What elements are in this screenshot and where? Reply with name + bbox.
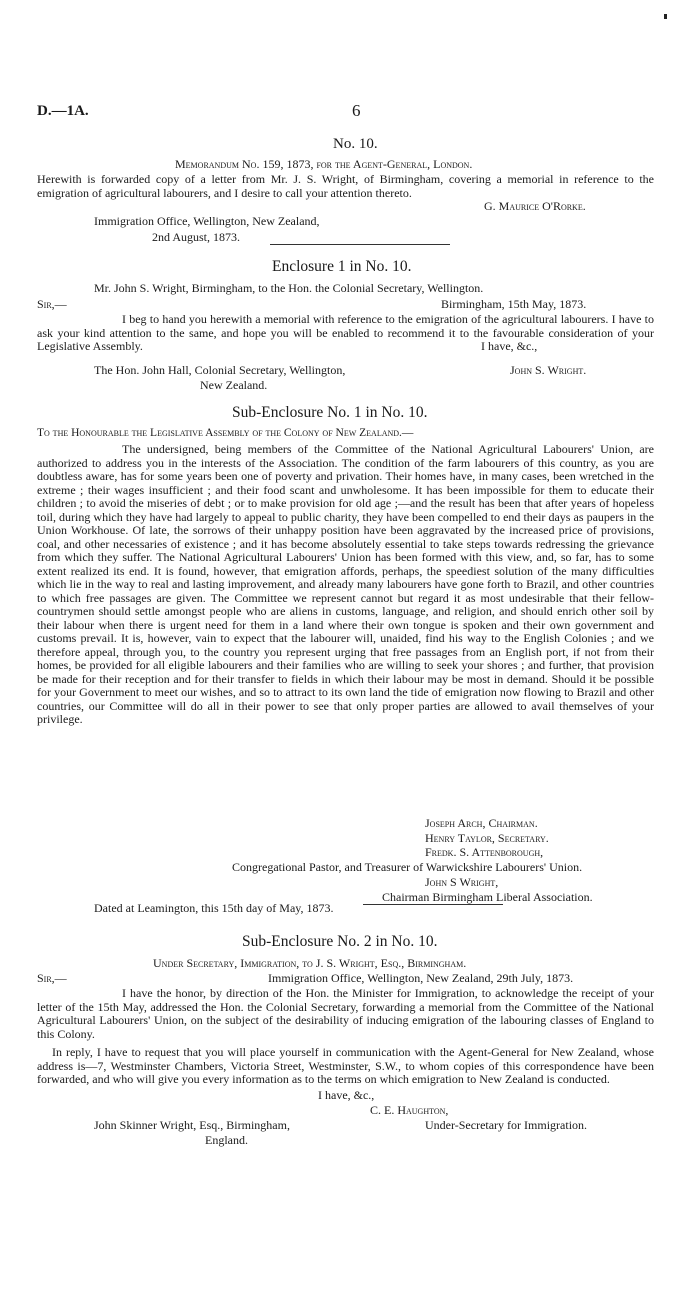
sub2-body-2: In reply, I have to request that you will place yourself in communication with the Agent-General for New Zealand, whose address is—7, Westminster Chambers, Victoria Street, Westminster, S.W., to whom copies of this correspondence have been forwarded, and who will give you every information as to the terms on which emigration to New Zealand is conducted.: [37, 1045, 654, 1086]
no10-office: Immigration Office, Wellington, New Zealand,: [94, 214, 320, 228]
signatory-arch: Joseph Arch, Chairman.: [425, 816, 538, 830]
no10-heading: No. 10.: [333, 136, 378, 152]
document-code: D.—1A.: [37, 103, 89, 119]
section-divider: [363, 904, 503, 905]
sub2-addressee-country: England.: [205, 1133, 248, 1147]
enclosure1-closing: I have, &c.,: [477, 340, 537, 354]
signatory-attenborough: Fredk. S. Attenborough,: [425, 845, 544, 859]
margin-mark: [664, 14, 667, 19]
enclosure1-signature: John S. Wright.: [510, 363, 587, 377]
signatory-taylor: Henry Taylor, Secretary.: [425, 831, 549, 845]
sub1-address: To the Honourable the Legislative Assembly of the Colony of New Zealand.—: [37, 427, 414, 439]
sub1-heading: Sub-Enclosure No. 1 in No. 10.: [232, 404, 428, 421]
sub2-signature-title: Under-Secretary for Immigration.: [425, 1118, 588, 1132]
signatory-wright: John S Wright,: [425, 875, 499, 889]
no10-date: 2nd August, 1873.: [152, 230, 241, 244]
sub2-addressee: John Skinner Wright, Esq., Birmingham,: [94, 1118, 290, 1132]
no10-body: Herewith is forwarded copy of a letter from Mr. J. S. Wright, of Birmingham, covering a memorial in reference to the emigration of agricultural labourers, and I desire to call your attention thereto.: [37, 172, 654, 200]
signatory-attenborough-title: Congregational Pastor, and Treasurer of Warwickshire Labourers' Union.: [232, 860, 583, 874]
no10-signature: G. Maurice O'Rorke.: [484, 199, 586, 213]
section-divider: [270, 244, 450, 245]
enclosure1-addressee-country: New Zealand.: [200, 378, 268, 392]
sub2-salutation: Sir,—: [37, 971, 67, 985]
enclosure1-place-date: Birmingham, 15th May, 1873.: [441, 297, 587, 311]
enclosure1-addressee: The Hon. John Hall, Colonial Secretary, Wellington,: [94, 363, 346, 377]
page-number: 6: [352, 101, 361, 120]
enclosure1-heading: Enclosure 1 in No. 10.: [272, 258, 412, 275]
sub2-place-date: Immigration Office, Wellington, New Zealand, 29th July, 1873.: [268, 971, 574, 985]
sub2-closing: I have, &c.,: [318, 1088, 375, 1102]
sub1-body: The undersigned, being members of the Committee of the National Agricultural Labourers' Union, are authorized to address you in the interests of the Association. The condition of the farm labourers of this country, as you are doubtless aware, has for some years been one of poverty and privation. Their homes have, in many cases, been wretched in the extreme ; their wages insufficient ; and their food scant and unwholesome. It has been impossible for them to educate their children ; to avoid the miseries of debt ; or to make provision for old age ;—and the result has been that after years of hopeless toil, during which they have had largely to appeal to public charity, they have been compelled to end their days as paupers in the Union Workhouse. Of late, the sorrows of their unhappy position have been aggravated by the increased price of provisions, coal, and other necessaries of existence ; and it has become absolutely essential to take steps towards redressing the grievance from which they suffer. The National Agricultural Labourers' Union has been formed with this view, and, so far, has to some extent realized its end. It is found, however, that emigration affords, perhaps, the speediest solution of the many difficulties which lie in the way to real and lasting improvement, and already many labourers have gone forth to Brazil, and other countries to which free passages are given. The Committee we represent cannot but regard it as most undesirable that their fellow-countrymen should settle amongst people who are aliens in customs, language, and religion, and should enrich other soil by their labour when there is urgent need for them in a land where their own tongue is spoken and their own government and customs prevail. It is, however, vain to expect that the labourer will, unaided, find his way to the English Colonies ; and we therefore appeal, through you, to the country you represent urging that free passages from an English port, if not from their homes, be provided for all eligible labourers and their families who are willing to seek your shores ; and further, that provision be made for their reception and for their transfer to fields in which their labour may be most in demand. Should it be possible for your Government to meet our wishes, and so to attract to its own land the tide of emigration now flowing to Brazil and other countries, our Committee will do all in their power to see that only proper parties are allowed to avail themselves of your privilege.: [37, 442, 654, 726]
memo-line: Memorandum No. 159, 1873, for the Agent-General, London.: [175, 157, 473, 171]
enclosure1-salutation: Sir,—: [37, 297, 67, 311]
sub2-heading: Sub-Enclosure No. 2 in No. 10.: [242, 933, 438, 950]
sub1-dated: Dated at Leamington, this 15th day of May, 1873.: [94, 901, 334, 915]
enclosure1-body: I beg to hand you herewith a memorial with reference to the emigration of the agricultural labourers. I have to ask your kind attention to the same, and hope you will be enabled to recommend it to the favourable consideration of your Legislative Assembly.: [37, 312, 654, 353]
sub2-signature: C. E. Haughton,: [370, 1103, 449, 1117]
enclosure1-from-line: Mr. John S. Wright, Birmingham, to the Hon. the Colonial Secretary, Wellington.: [94, 281, 484, 295]
sub2-from-line: Under Secretary, Immigration, to J. S. Wright, Esq., Birmingham.: [153, 956, 467, 970]
signatory-wright-title: Chairman Birmingham Liberal Association.: [382, 890, 593, 904]
sub2-body-1: I have the honor, by direction of the Hon. the Minister for Immigration, to acknowledge the receipt of your letter of the 15th May, addressed the Hon. the Colonial Secretary, forwarding a memorial from the Committee of the National Agricultural Labourers' Union, on the subject of the desirability of inducing emigration of the labouring classes of England to this Colony.: [37, 986, 654, 1041]
